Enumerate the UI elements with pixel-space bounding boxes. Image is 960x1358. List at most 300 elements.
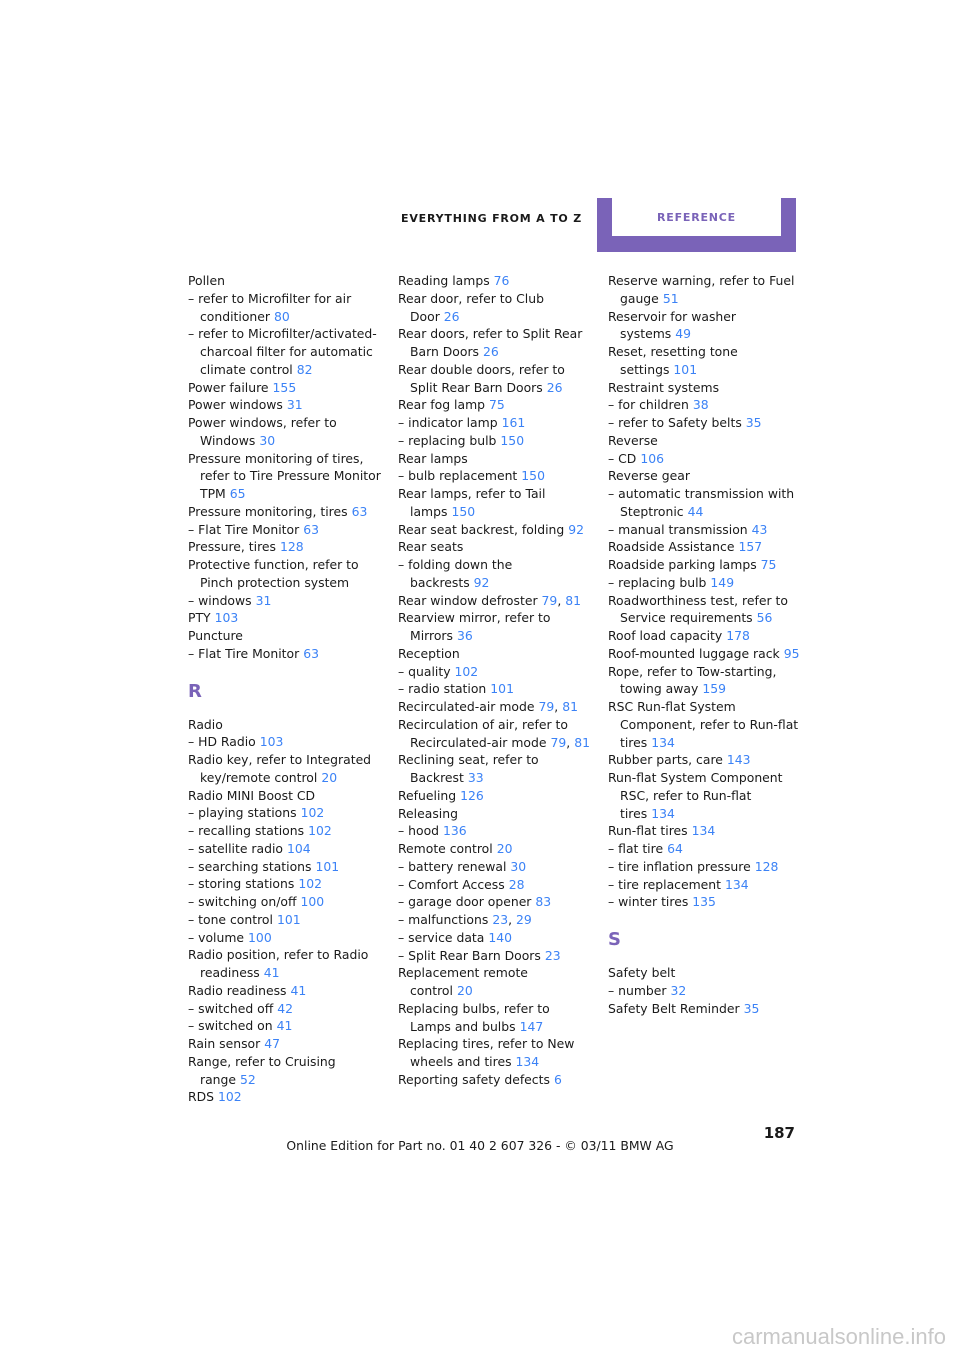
index-entry (188, 503, 383, 521)
page-ref-link[interactable]: 26 (483, 344, 499, 359)
index-term: – tire replacement (608, 876, 722, 892)
index-entry (608, 840, 803, 858)
index-term: Run-flat System Component RSC, refer to Run-flat tires (608, 770, 783, 821)
page-ref-link[interactable]: 135 (692, 894, 716, 910)
index-entry (188, 325, 383, 378)
index-entry (608, 538, 803, 556)
index-term: – Split Rear Barn Doors (398, 947, 541, 963)
index-term: – switched on (188, 1018, 273, 1034)
index-term: – replacing bulb (608, 574, 707, 590)
index-term: Radio key, refer to Integrated key/remote control (188, 752, 372, 785)
index-term: Radio MINI Boost CD (188, 787, 316, 803)
page-ref-link[interactable]: 101 (315, 858, 340, 874)
index-term: Reception (398, 645, 460, 661)
index-entry (398, 964, 593, 1000)
page-ref-link[interactable]: 30 (510, 858, 527, 874)
page-ref-link[interactable]: 35 (745, 415, 762, 430)
page-ref-link[interactable]: 52 (240, 1071, 256, 1087)
index-entry (188, 396, 383, 414)
index-term: Rubber parts, care (608, 752, 723, 768)
page-ref-link[interactable]: 157 (738, 539, 763, 555)
page-ref-link[interactable]: 102 (454, 663, 479, 679)
index-term: – searching stations (188, 858, 312, 874)
page-ref-link[interactable]: 76 (493, 273, 510, 288)
index-term: Radio readiness (188, 982, 287, 998)
index-entry (398, 396, 593, 414)
index-term: – radio station (398, 681, 487, 697)
index-term: Pollen (188, 273, 225, 288)
index-entry (398, 1071, 593, 1089)
index-term: Reverse gear (608, 468, 690, 484)
page-ref-separator: , (557, 592, 562, 608)
page-ref-link[interactable]: 79 (550, 734, 567, 750)
index-term: – refer to Safety belts (608, 415, 742, 430)
page-ref-link[interactable]: 92 (568, 521, 585, 537)
index-entry (398, 929, 593, 947)
index-entry (608, 556, 803, 574)
index-term: Power windows (188, 397, 283, 413)
page-ref-link[interactable]: 65 (229, 486, 246, 501)
index-term: Roadside parking lamps (608, 557, 757, 572)
section-title: EVERYTHING FROM A TO Z (401, 212, 582, 225)
index-entry (188, 929, 383, 947)
index-term: Radio (188, 716, 223, 732)
index-entry (608, 521, 803, 539)
index-term: – HD Radio (188, 734, 256, 750)
index-entry (188, 1088, 383, 1106)
index-term: Replacement remote control (398, 965, 528, 998)
page-ref-link[interactable]: 140 (488, 929, 513, 945)
page-ref-link[interactable]: 32 (670, 982, 687, 998)
page-ref-link[interactable]: 82 (296, 361, 313, 377)
index-term: Reservoir for washer systems (608, 308, 736, 342)
index-section-letter: S (608, 929, 621, 950)
index-term: Safety Belt Reminder (608, 1000, 740, 1016)
page-ref-link[interactable]: 38 (692, 397, 709, 413)
index-entry (398, 467, 593, 485)
index-entry (188, 450, 383, 503)
index-term: – storing stations (188, 876, 295, 892)
index-term: – automatic transmission with Steptronic (608, 486, 795, 519)
index-term: – Flat Tire Monitor (188, 645, 300, 661)
page-ref-link[interactable]: 134 (691, 823, 716, 839)
page-ref-link[interactable]: 136 (443, 823, 467, 839)
index-entry (398, 592, 593, 610)
index-term: – indicator lamp (398, 415, 498, 430)
index-term: Replacing bulbs, refer to Lamps and bulbs (398, 1000, 550, 1034)
index-term: Run-flat tires (608, 823, 688, 839)
index-entry (608, 663, 803, 699)
index-term: – flat tire (608, 841, 664, 856)
index-entry (188, 627, 383, 645)
index-term: Radio position, refer to Radio readiness (188, 947, 369, 980)
index-term: – volume (188, 929, 245, 945)
index-term: – replacing bulb (398, 432, 497, 448)
index-entry (398, 521, 593, 539)
index-entry (188, 272, 383, 290)
index-entry (188, 787, 383, 805)
index-term: Rear lamps (398, 450, 468, 466)
index-term: Safety belt (608, 965, 676, 980)
index-term: – hood (398, 823, 440, 839)
page-ref-link[interactable]: 102 (308, 823, 332, 838)
index-term: PTY (188, 610, 211, 626)
index-term: Remote control (398, 841, 493, 856)
index-entry (398, 893, 593, 911)
index-entry (398, 787, 593, 805)
index-entry (608, 822, 803, 840)
index-column-2 (398, 272, 593, 1089)
index-entry (608, 627, 803, 645)
index-entry (608, 432, 803, 450)
index-entry (608, 858, 803, 876)
index-column-1 (188, 272, 383, 1106)
index-entry (398, 876, 593, 894)
edition-footer: Online Edition for Part no. 01 40 2 607 326 - © 03/11 BMW AG (286, 1138, 674, 1153)
index-term: Roadside Assistance (608, 539, 735, 555)
index-entry (398, 663, 593, 681)
index-term: Reserve warning, refer to Fuel gauge (608, 273, 795, 306)
index-entry (188, 893, 383, 911)
reference-tab-label: REFERENCE (612, 198, 781, 236)
index-term: Reset, resetting tone settings (608, 344, 738, 377)
index-term: RDS (188, 1089, 215, 1105)
page-ref-link[interactable]: 102 (300, 805, 325, 821)
index-term: – battery renewal (398, 858, 507, 874)
index-entry (398, 645, 593, 663)
index-term: Rear window defroster (398, 592, 538, 608)
page-ref-link[interactable]: 28 (508, 876, 525, 892)
page-ref-link[interactable]: 43 (751, 521, 768, 537)
index-entry (608, 751, 803, 769)
page-ref-link[interactable]: 134 (725, 876, 749, 892)
page-ref-link[interactable]: 42 (277, 1000, 294, 1016)
page-ref-link[interactable]: 20 (456, 983, 473, 998)
page-ref-link[interactable]: 134 (651, 805, 675, 821)
index-entry (608, 308, 803, 344)
index-entry (188, 804, 383, 822)
index-term: – garage door opener (398, 894, 532, 910)
index-term: Rear double doors, refer to Split Rear Barn Doors (398, 361, 565, 395)
page-ref-link[interactable]: 63 (303, 521, 319, 537)
index-term: – satellite radio (188, 840, 283, 856)
page-ref-separator: , (554, 699, 559, 714)
index-entry (188, 1017, 383, 1035)
page-ref-link[interactable]: 128 (280, 539, 304, 555)
index-term: – winter tires (608, 894, 689, 910)
page-ref-link[interactable]: 80 (274, 308, 290, 324)
index-term: Roof-mounted luggage rack (608, 645, 780, 661)
index-term: Restraint systems (608, 379, 720, 395)
page-ref-link[interactable]: 155 (272, 379, 297, 395)
page-ref-link[interactable]: 106 (640, 450, 664, 466)
index-term: Refueling (398, 787, 457, 803)
page-ref-link[interactable]: 36 (456, 628, 473, 643)
index-entry (398, 290, 593, 326)
index-entry (188, 1035, 383, 1053)
page-ref-link[interactable]: 23 (544, 947, 561, 963)
page-ref-separator: , (508, 912, 513, 927)
page-ref-link[interactable]: 29 (516, 912, 532, 927)
index-entry (608, 982, 803, 1000)
index-term: Releasing (398, 805, 458, 821)
index-entry (608, 272, 803, 308)
index-entry (188, 609, 383, 627)
page-ref-link[interactable]: 159 (702, 681, 726, 697)
index-term: – manual transmission (608, 521, 748, 537)
index-entry (608, 485, 803, 521)
index-entry (188, 1000, 383, 1018)
index-term: – bulb replacement (398, 468, 518, 484)
index-entry (188, 946, 383, 982)
page-ref-link[interactable]: 31 (286, 397, 303, 413)
index-term: – refer to Microfilter for air conditioner (188, 290, 352, 324)
page-ref-link[interactable]: 31 (255, 592, 272, 608)
page-ref-link[interactable]: 75 (489, 397, 505, 413)
index-entry (608, 698, 803, 751)
index-entry (188, 982, 383, 1000)
page-ref-link[interactable]: 26 (443, 308, 460, 324)
page-ref-link[interactable]: 150 (451, 503, 476, 519)
page-ref-link[interactable]: 128 (754, 858, 779, 874)
page-ref-link[interactable]: 41 (276, 1018, 293, 1034)
page-ref-link[interactable]: 33 (467, 770, 484, 785)
index-term: Recirculation of air, refer to Recirculated-air mode (398, 716, 568, 750)
index-entry (608, 1000, 803, 1018)
index-entry (608, 414, 803, 432)
page-ref-link[interactable]: 100 (248, 929, 272, 945)
page-ref-link[interactable]: 134 (651, 734, 675, 750)
index-term: – tone control (188, 911, 273, 927)
index-section-letter: R (188, 680, 202, 702)
index-term: – Flat Tire Monitor (188, 521, 300, 537)
index-term: RSC Run-flat System Component, refer to Run-flat tires (608, 699, 799, 750)
index-term: Rearview mirror, refer to Mirrors (398, 610, 551, 643)
index-term: – number (608, 982, 667, 998)
index-term: Pressure, tires (188, 539, 276, 555)
index-term: Rear lamps, refer to Tail lamps (398, 486, 546, 519)
index-entry (188, 858, 383, 876)
index-entry (398, 698, 593, 716)
page-ref-link[interactable]: 79 (541, 592, 558, 608)
index-term: – tire inflation pressure (608, 858, 751, 874)
index-entry (398, 716, 593, 752)
index-entry (188, 716, 383, 734)
index-term: Roadworthiness test, refer to Service requirements (608, 592, 788, 626)
page-ref-link[interactable]: 44 (687, 503, 704, 519)
reference-tab (597, 198, 796, 252)
page-ref-link[interactable]: 161 (501, 415, 526, 430)
page-ref-link[interactable]: 92 (473, 574, 490, 590)
index-term: Replacing tires, refer to New wheels and tires (398, 1036, 575, 1069)
index-term: – windows (188, 592, 252, 608)
page-ref-link[interactable]: 147 (519, 1018, 544, 1034)
page-ref-link[interactable]: 81 (574, 734, 590, 750)
page-ref-link[interactable]: 81 (562, 699, 578, 714)
index-entry (398, 751, 593, 787)
index-entry (188, 538, 383, 556)
page-ref-link[interactable]: 47 (264, 1036, 281, 1051)
page-ref-link[interactable]: 64 (667, 841, 683, 856)
index-entry (398, 680, 593, 698)
index-term: Rear door, refer to Club Door (398, 290, 544, 324)
index-entry (398, 538, 593, 556)
index-term: – recalling stations (188, 823, 305, 838)
index-entry (398, 432, 593, 450)
index-term: – switching on/off (188, 894, 297, 909)
page-ref-link[interactable]: 149 (710, 574, 735, 590)
index-entry (398, 325, 593, 361)
index-entry (188, 733, 383, 751)
index-entry (398, 840, 593, 858)
index-term: – switched off (188, 1000, 274, 1016)
page-ref-link[interactable]: 95 (783, 645, 800, 661)
index-entry (398, 822, 593, 840)
index-entry (608, 769, 803, 822)
page-ref-link[interactable]: 103 (259, 734, 284, 750)
page-ref-link[interactable]: 20 (496, 841, 513, 856)
index-term: Rear seats (398, 539, 464, 555)
page-ref-link[interactable]: 83 (535, 894, 552, 910)
index-entry (188, 379, 383, 397)
index-term: Reclining seat, refer to Backrest (398, 752, 539, 785)
index-entry (608, 645, 803, 663)
page-ref-link[interactable]: 103 (214, 610, 239, 626)
index-entry (608, 893, 803, 911)
page-ref-link[interactable]: 150 (521, 468, 545, 484)
index-entry (398, 556, 593, 592)
page-ref-link[interactable]: 81 (565, 592, 582, 608)
index-entry (398, 414, 593, 432)
index-term: Rear fog lamp (398, 397, 486, 413)
index-term: Range, refer to Cruising range (188, 1053, 336, 1087)
page-ref-link[interactable]: 23 (492, 912, 509, 927)
page-ref-link[interactable]: 101 (490, 681, 514, 697)
index-entry (608, 450, 803, 468)
page-ref-separator: , (566, 734, 571, 750)
index-entry (608, 964, 803, 982)
index-term: – service data (398, 929, 485, 945)
index-term: Power windows, refer to Windows (188, 415, 337, 448)
page-ref-link[interactable]: 30 (259, 432, 276, 448)
page-ref-link[interactable]: 143 (726, 752, 751, 768)
index-entry (398, 858, 593, 876)
page-ref-link[interactable]: 126 (460, 787, 484, 803)
index-term: Pressure monitoring, tires (188, 503, 348, 519)
index-term: Reporting safety defects (398, 1071, 550, 1087)
index-term: – malfunctions (398, 912, 489, 927)
page-ref-link[interactable]: 101 (673, 361, 698, 377)
index-term: Reading lamps (398, 273, 490, 288)
index-entry (398, 361, 593, 397)
index-term: Roof load capacity (608, 628, 723, 643)
page-ref-link[interactable]: 63 (351, 503, 368, 519)
page-ref-link[interactable]: 102 (218, 1089, 242, 1105)
index-entry (608, 379, 803, 397)
index-entry (398, 911, 593, 929)
index-term: Protective function, refer to Pinch protection system (188, 557, 359, 590)
page-ref-link[interactable]: 41 (263, 965, 280, 980)
index-term: Reverse (608, 432, 658, 448)
page-ref-link[interactable]: 56 (756, 610, 773, 626)
index-entry (398, 947, 593, 965)
index-entry (188, 556, 383, 592)
index-entry (398, 805, 593, 823)
page-ref-link[interactable]: 134 (515, 1054, 540, 1069)
index-term: Rear seat backrest, folding (398, 521, 565, 537)
index-term: – quality (398, 663, 451, 679)
index-entry (188, 290, 383, 326)
index-entry (608, 343, 803, 379)
index-entry (188, 875, 383, 893)
page-ref-link[interactable]: 41 (290, 982, 307, 998)
index-term: Puncture (188, 628, 243, 643)
index-term: – playing stations (188, 805, 297, 821)
index-entry (188, 822, 383, 840)
index-column-3 (608, 272, 803, 1017)
index-entry (188, 521, 383, 539)
index-term: Rain sensor (188, 1036, 261, 1051)
index-term: Recirculated-air mode (398, 699, 535, 714)
index-entry (608, 592, 803, 628)
index-term: – CD (608, 450, 637, 466)
index-term: Pressure monitoring of tires, refer to Tire Pressure Monitor TPM (188, 450, 381, 501)
page-ref-link[interactable]: 104 (287, 840, 311, 856)
index-term: – refer to Microfilter/activated-charcoal filter for automatic climate control (188, 326, 377, 377)
index-term: – for children (608, 397, 689, 413)
page-ref-link[interactable]: 51 (662, 290, 679, 306)
index-entry (398, 1035, 593, 1071)
index-term: Rear doors, refer to Split Rear Barn Doors (398, 326, 583, 359)
index-entry (608, 396, 803, 414)
index-term: – Comfort Access (398, 876, 505, 892)
index-entry (188, 751, 383, 787)
index-term: – folding down the backrests (398, 557, 513, 590)
index-entry (188, 1053, 383, 1089)
index-entry (608, 876, 803, 894)
page-ref-link[interactable]: 79 (538, 699, 555, 714)
index-entry (608, 467, 803, 485)
index-entry (398, 1000, 593, 1036)
index-entry (398, 272, 593, 290)
index-entry (188, 911, 383, 929)
page-ref-link[interactable]: 26 (546, 379, 563, 395)
page-number: 187 (763, 1124, 795, 1142)
index-term: Rope, refer to Tow-starting, towing away (608, 663, 777, 697)
index-entry (188, 645, 383, 663)
index-entry (398, 450, 593, 468)
page-ref-link[interactable]: 6 (553, 1071, 562, 1087)
watermark: carmanualsonline.info (731, 1324, 946, 1349)
index-entry (398, 609, 593, 645)
index-entry (188, 414, 383, 450)
page-ref-link[interactable]: 178 (726, 628, 750, 643)
index-entry (188, 840, 383, 858)
index-entry (188, 592, 383, 610)
page-ref-link[interactable]: 150 (500, 432, 525, 448)
page-ref-link[interactable]: 101 (276, 911, 301, 927)
page-ref-link[interactable]: 35 (743, 1000, 760, 1016)
page-ref-link[interactable]: 63 (303, 645, 319, 661)
index-term: Power failure (188, 379, 269, 395)
page-ref-link[interactable]: 75 (760, 557, 777, 572)
page-ref-link[interactable]: 49 (675, 326, 692, 342)
index-entry (398, 485, 593, 521)
page-ref-link[interactable]: 20 (321, 769, 338, 785)
page-ref-link[interactable]: 100 (300, 894, 325, 909)
page-ref-link[interactable]: 102 (298, 876, 322, 892)
index-entry (608, 574, 803, 592)
